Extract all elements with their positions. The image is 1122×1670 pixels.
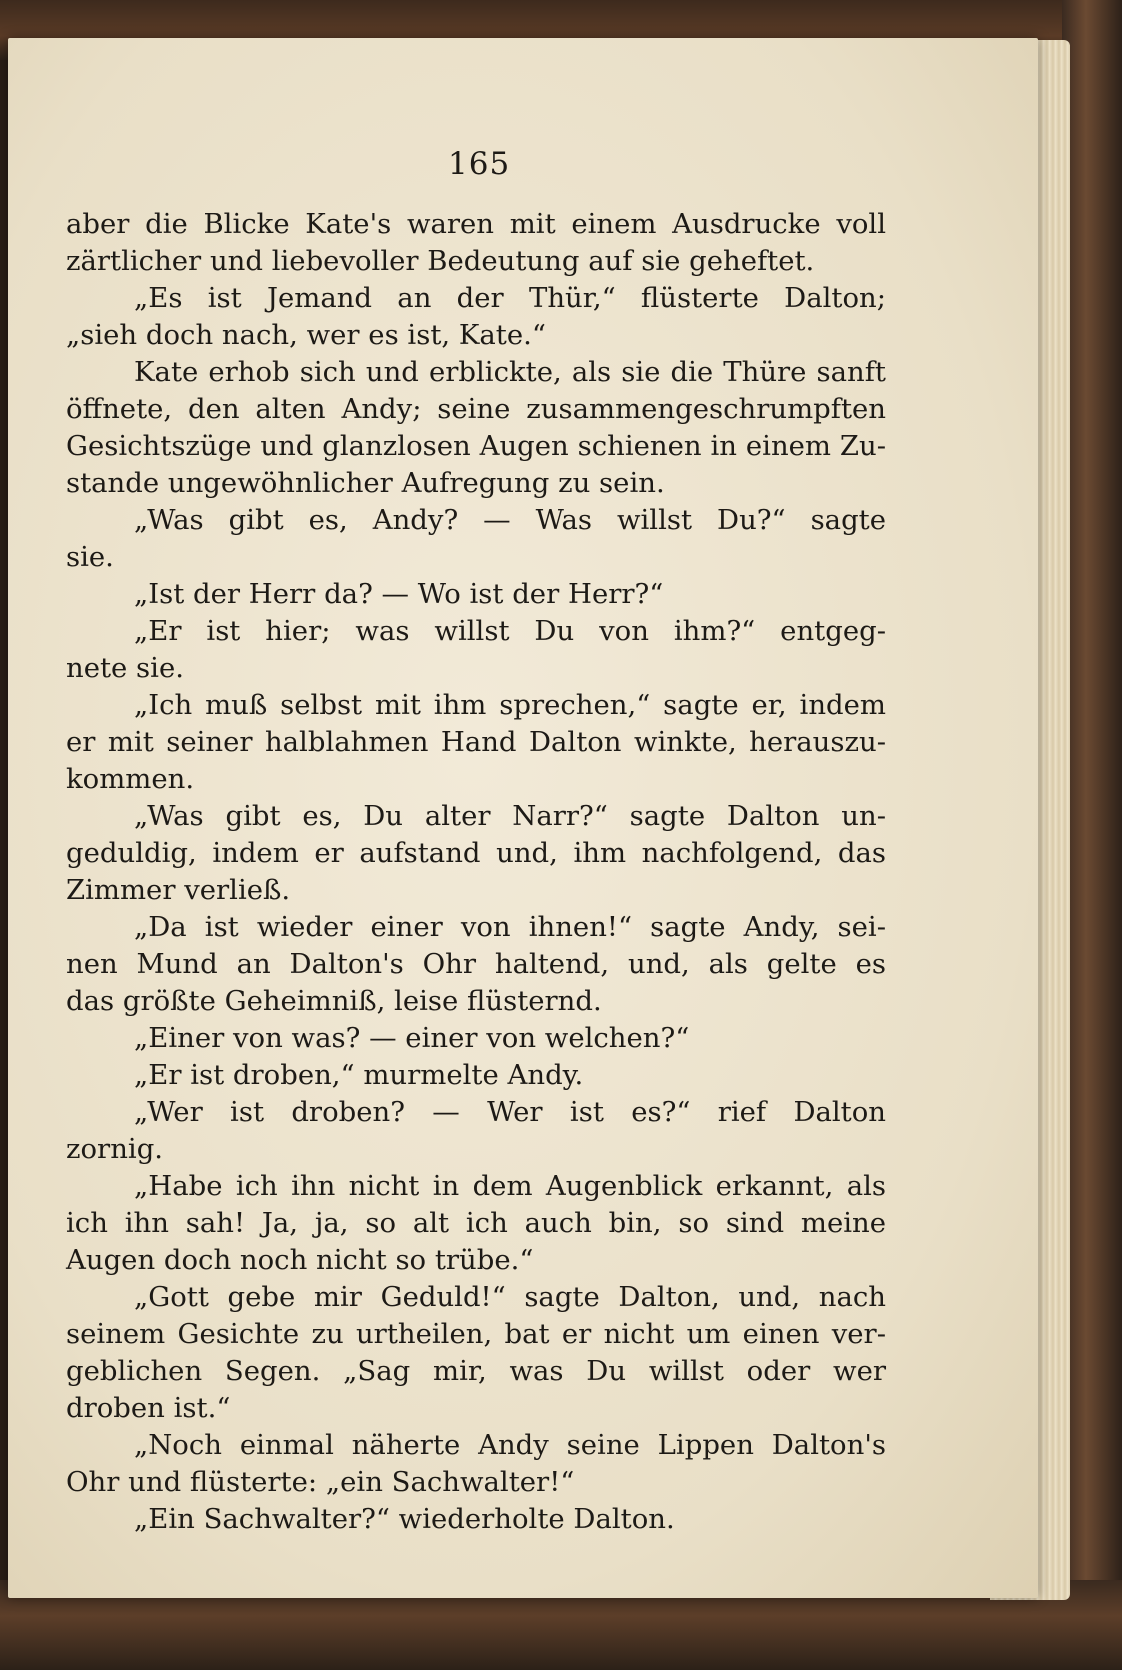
text-line: „Da ist wieder einer von ihnen!“ sagte Andy, sei- bbox=[134, 911, 886, 943]
text-line: „Was gibt es, Du alter Narr?“ sagte Dalton un- bbox=[134, 800, 886, 832]
text-line: „sieh doch nach, wer es ist, Kate.“ bbox=[66, 319, 546, 351]
text-line: Kate erhob sich und erblickte, als sie die Thüre sanft bbox=[134, 356, 886, 388]
text-line: er mit seiner halblahmen Hand Dalton winkte, herauszu- bbox=[66, 726, 886, 758]
text-line: Zimmer verließ. bbox=[66, 874, 291, 906]
page-number: 165 bbox=[448, 146, 511, 182]
text-line: kommen. bbox=[66, 763, 195, 795]
body-text bbox=[66, 206, 886, 1538]
text-line: Augen doch noch nicht so trübe.“ bbox=[66, 1244, 534, 1276]
text-line: seinem Gesichte zu urtheilen, bat er nicht um einen ver- bbox=[66, 1318, 886, 1350]
text-line: „Er ist droben,“ murmelte Andy. bbox=[134, 1059, 584, 1091]
text-line: aber die Blicke Kate's waren mit einem Ausdrucke voll bbox=[66, 208, 886, 240]
text-line: geblichen Segen. „Sag mir, was Du willst oder wer bbox=[66, 1355, 886, 1387]
text-line: Gesichtszüge und glanzlosen Augen schienen in einem Zu- bbox=[66, 430, 886, 462]
text-line: „Wer ist droben? — Wer ist es?“ rief Dalton bbox=[134, 1096, 886, 1128]
text-line: „Ist der Herr da? — Wo ist der Herr?“ bbox=[134, 578, 664, 610]
text-line: „Habe ich ihn nicht in dem Augenblick erkannt, als bbox=[134, 1170, 886, 1202]
book-cover-right-edge bbox=[1062, 0, 1122, 1670]
book-page bbox=[8, 38, 1038, 1598]
text-line: öffnete, den alten Andy; seine zusammengeschrumpften bbox=[66, 393, 886, 425]
text-line: stande ungewöhnlicher Aufregung zu sein. bbox=[66, 467, 665, 499]
text-line: „Er ist hier; was willst Du von ihm?“ entgeg- bbox=[134, 615, 886, 647]
text-line: geduldig, indem er aufstand und, ihm nachfolgend, das bbox=[66, 837, 886, 869]
text-line: „Noch einmal näherte Andy seine Lippen Dalton's bbox=[134, 1429, 886, 1461]
text-line: nete sie. bbox=[66, 652, 184, 684]
text-line: „Einer von was? — einer von welchen?“ bbox=[134, 1022, 690, 1054]
text-line: „Ich muß selbst mit ihm sprechen,“ sagte er, indem bbox=[134, 689, 886, 721]
text-line: „Was gibt es, Andy? — Was willst Du?“ sagte bbox=[134, 504, 886, 536]
text-line: Ohr und flüsterte: „ein Sachwalter!“ bbox=[66, 1466, 575, 1498]
text-line: „Es ist Jemand an der Thür,“ flüsterte Dalton; bbox=[134, 282, 886, 314]
text-line: das größte Geheimniß, leise flüsternd. bbox=[66, 985, 602, 1017]
text-line: „Gott gebe mir Geduld!“ sagte Dalton, und, nach bbox=[134, 1281, 886, 1313]
text-line: ich ihn sah! Ja, ja, so alt ich auch bin, so sind meine bbox=[66, 1207, 886, 1239]
text-line: droben ist.“ bbox=[66, 1392, 231, 1424]
text-line: „Ein Sachwalter?“ wiederholte Dalton. bbox=[134, 1503, 675, 1535]
text-line: zornig. bbox=[66, 1133, 164, 1165]
text-line: sie. bbox=[66, 541, 114, 573]
text-line: zärtlicher und liebevoller Bedeutung auf sie geheftet. bbox=[66, 245, 815, 277]
text-line: nen Mund an Dalton's Ohr haltend, und, als gelte es bbox=[66, 948, 886, 980]
